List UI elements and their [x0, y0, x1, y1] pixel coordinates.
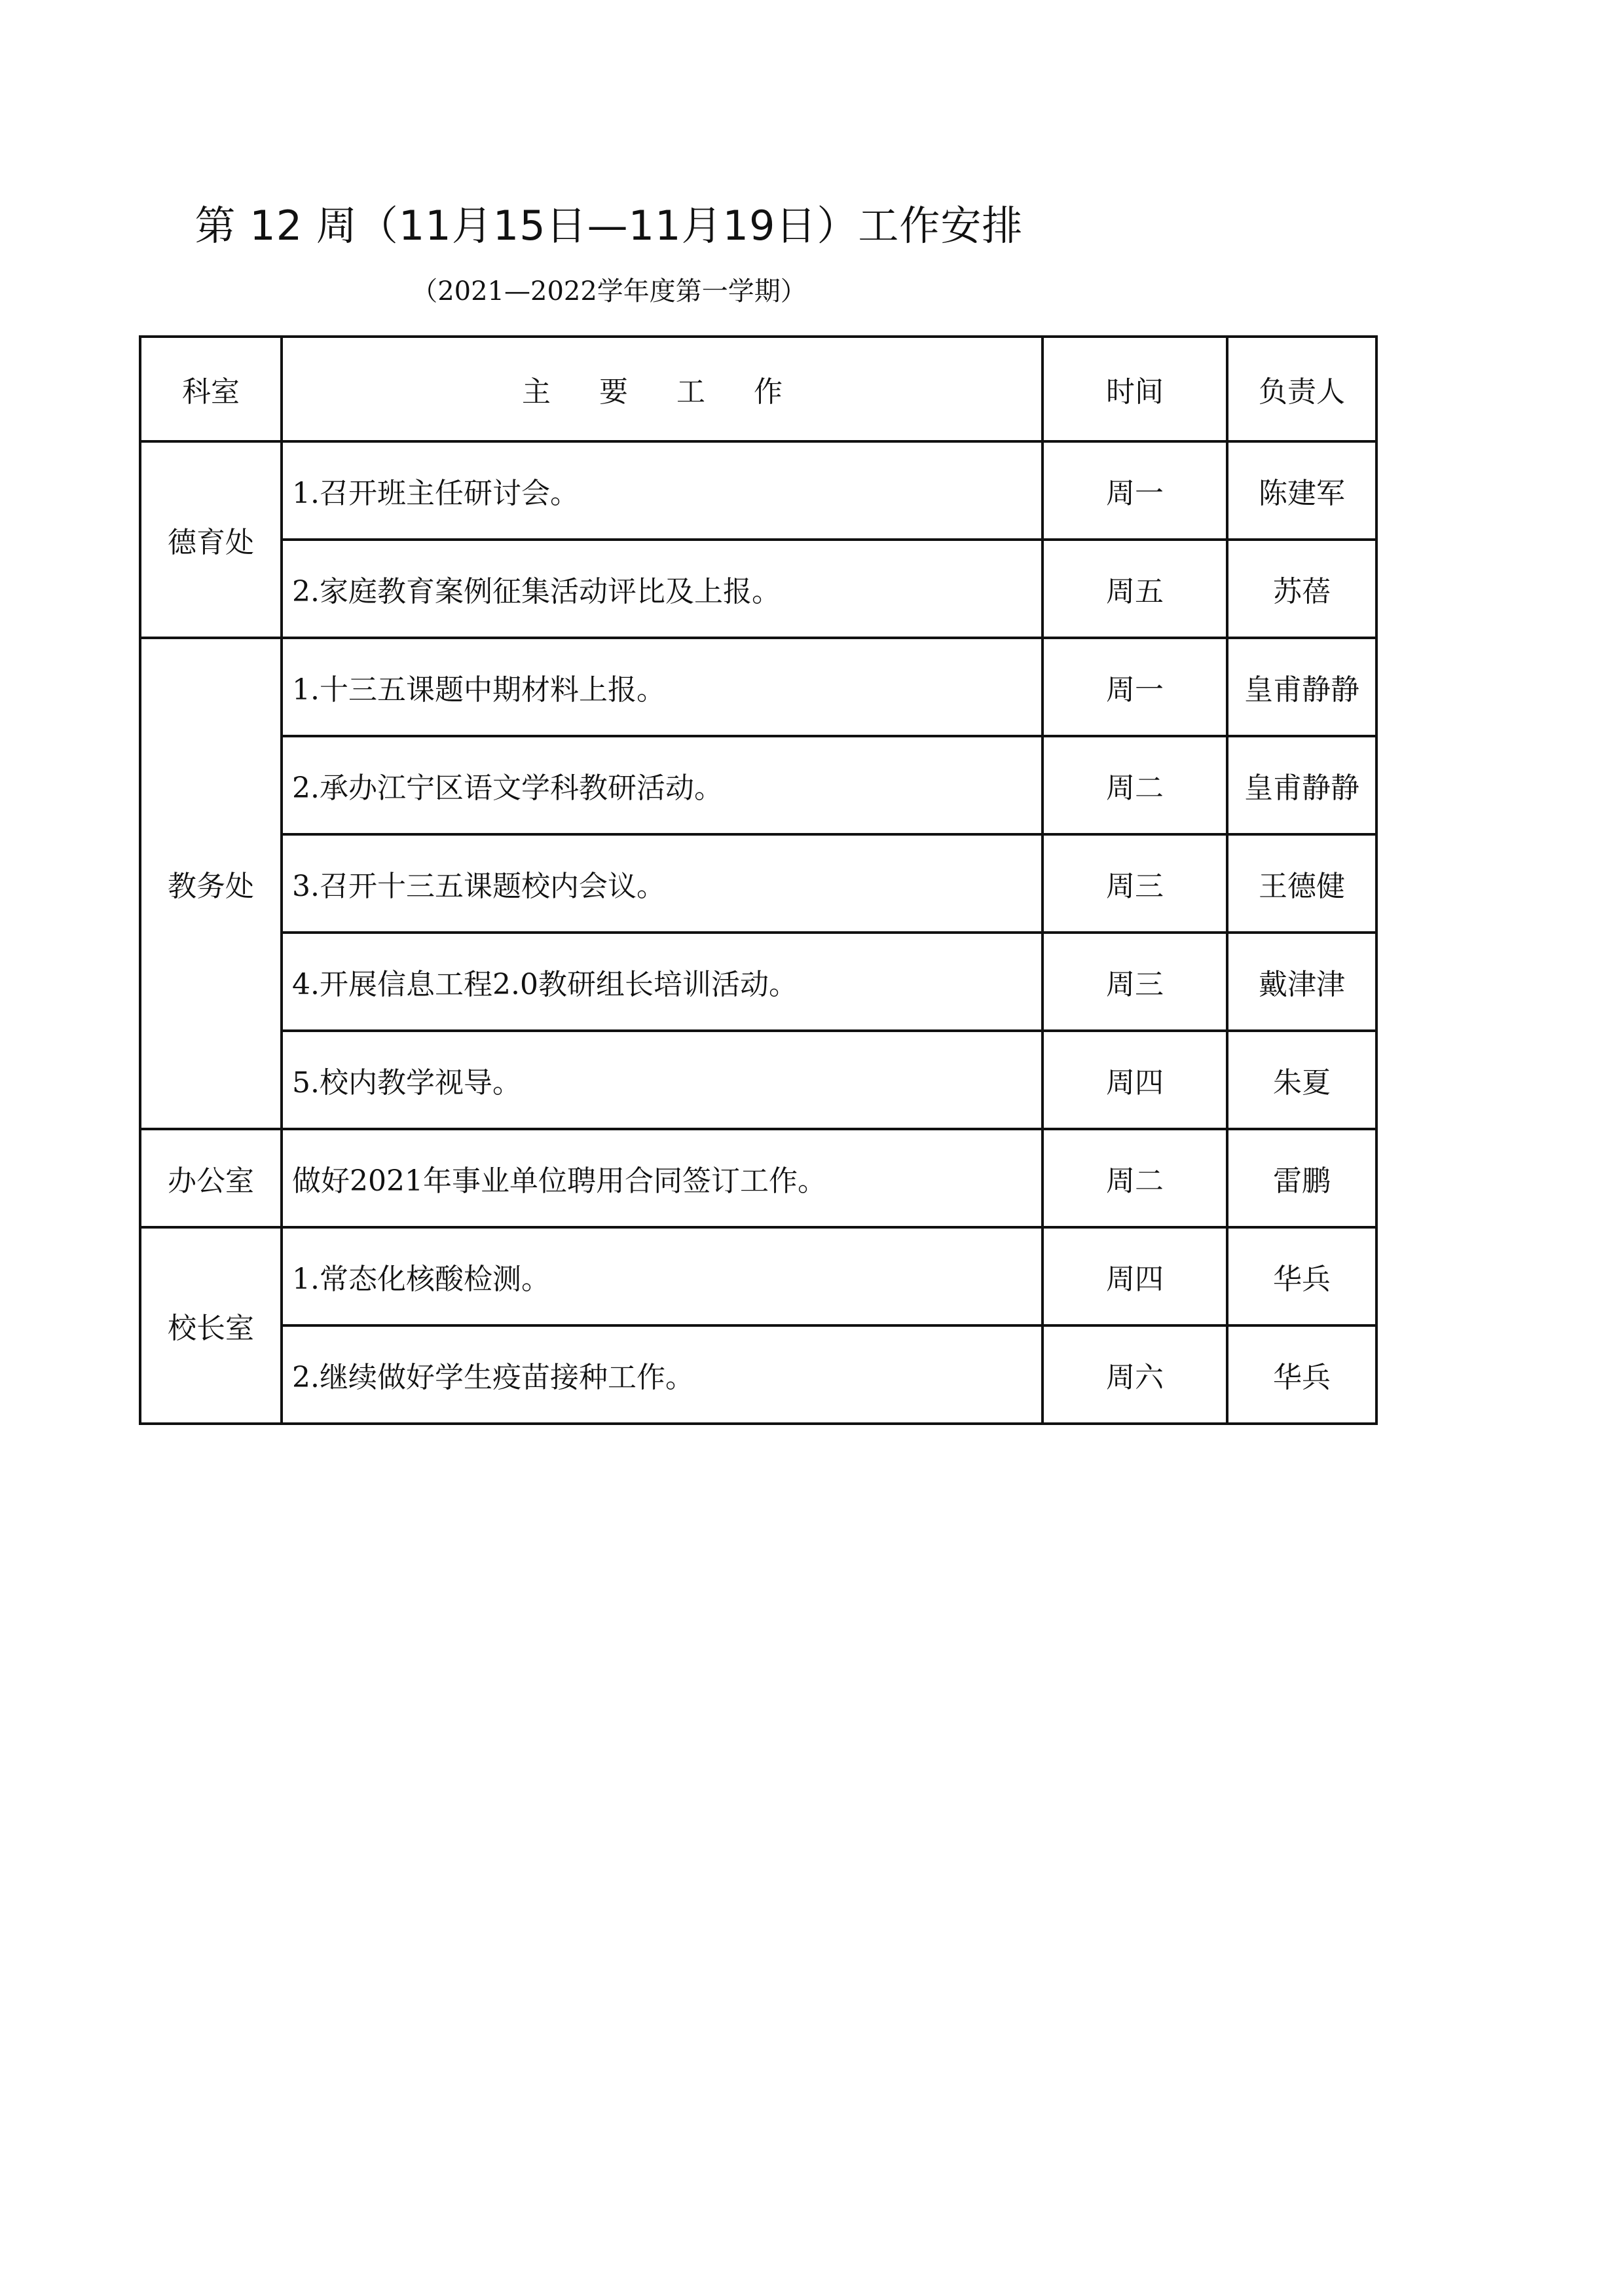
page-subtitle: （2021—2022学年度第一学期） [411, 276, 807, 306]
owner-cell: 陈建军 [1227, 441, 1376, 540]
dept-cell: 德育处 [140, 441, 282, 638]
time-cell: 周二 [1043, 736, 1227, 834]
table-row [140, 638, 1376, 736]
table-row [140, 933, 1376, 1031]
owner-cell: 朱夏 [1227, 1031, 1376, 1129]
time-cell: 周一 [1043, 441, 1227, 540]
time-cell: 周三 [1043, 933, 1227, 1031]
work-cell: 1.召开班主任研讨会。 [282, 441, 1043, 540]
dept-cell: 办公室 [140, 1129, 282, 1227]
time-cell: 周四 [1043, 1031, 1227, 1129]
owner-cell: 王德健 [1227, 834, 1376, 933]
owner-cell: 皇甫静静 [1227, 736, 1376, 834]
table-row [140, 736, 1376, 834]
time-cell: 周二 [1043, 1129, 1227, 1227]
header-dept: 科室 [140, 337, 282, 441]
dept-cell: 校长室 [140, 1227, 282, 1424]
header-row [140, 337, 1376, 441]
header-work: 主 要 工 作 [282, 337, 1043, 441]
time-cell: 周三 [1043, 834, 1227, 933]
owner-cell: 华兵 [1227, 1227, 1376, 1325]
table-row [140, 1031, 1376, 1129]
work-cell: 2.承办江宁区语文学科教研活动。 [282, 736, 1043, 834]
owner-cell: 雷鹏 [1227, 1129, 1376, 1227]
dept-cell: 教务处 [140, 638, 282, 1129]
header-owner: 负责人 [1227, 337, 1376, 441]
table-row [140, 1325, 1376, 1424]
owner-cell: 皇甫静静 [1227, 638, 1376, 736]
time-cell: 周六 [1043, 1325, 1227, 1424]
work-cell: 1.常态化核酸检测。 [282, 1227, 1043, 1325]
time-cell: 周四 [1043, 1227, 1227, 1325]
table-row [140, 1227, 1376, 1325]
table-row [140, 441, 1376, 540]
work-cell: 3.召开十三五课题校内会议。 [282, 834, 1043, 933]
time-cell: 周一 [1043, 638, 1227, 736]
work-cell: 5.校内教学视导。 [282, 1031, 1043, 1129]
work-cell: 做好2021年事业单位聘用合同签订工作。 [282, 1129, 1043, 1227]
work-cell: 1.十三五课题中期材料上报。 [282, 638, 1043, 736]
header-time: 时间 [1043, 337, 1227, 441]
table-row [140, 540, 1376, 638]
work-cell: 2.继续做好学生疫苗接种工作。 [282, 1325, 1043, 1424]
work-cell: 4.开展信息工程2.0教研组长培训活动。 [282, 933, 1043, 1031]
page-title: 第 12 周（11月15日—11月19日）工作安排 [194, 202, 1024, 250]
table-row [140, 834, 1376, 933]
time-cell: 周五 [1043, 540, 1227, 638]
schedule-table [139, 335, 1378, 1425]
work-cell: 2.家庭教育案例征集活动评比及上报。 [282, 540, 1043, 638]
table-row [140, 1129, 1376, 1227]
owner-cell: 戴津津 [1227, 933, 1376, 1031]
owner-cell: 华兵 [1227, 1325, 1376, 1424]
owner-cell: 苏蓓 [1227, 540, 1376, 638]
